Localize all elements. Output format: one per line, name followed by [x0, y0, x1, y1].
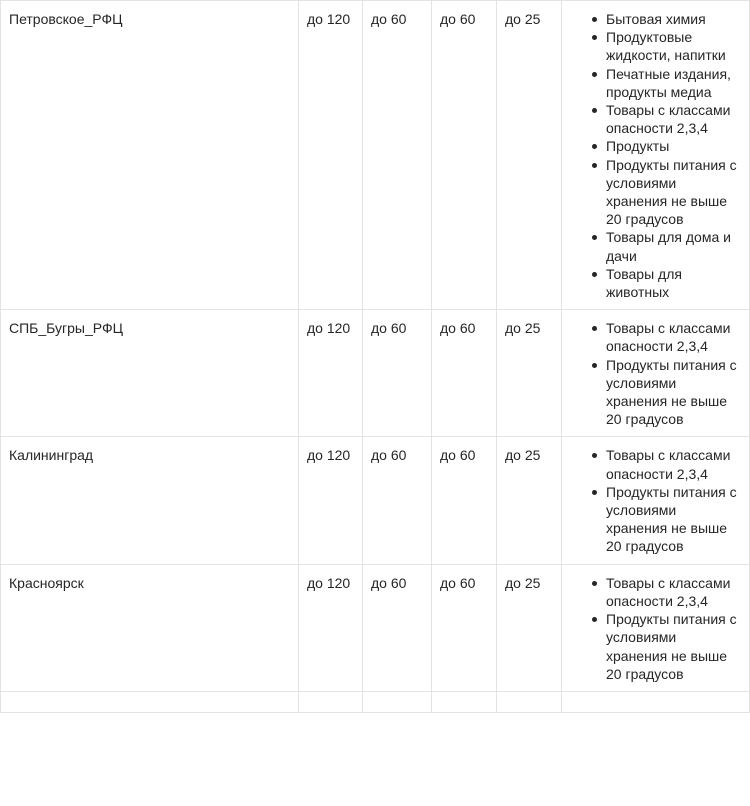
categories-cell	[562, 564, 750, 691]
list-item: Товары для дома и дачи	[606, 228, 741, 264]
limit-value-2: до 60	[363, 437, 432, 564]
list-item: Бытовая химия	[606, 10, 741, 28]
limit-value-4: до 25	[497, 564, 562, 691]
categories-cell	[562, 437, 750, 564]
limit-value-1: до 120	[299, 564, 363, 691]
empty-cell	[1, 691, 299, 712]
warehouse-name: Петровское_РФЦ	[1, 1, 299, 310]
list-item: Продукты питания с условиями хранения не выше 20 градусов	[606, 356, 741, 429]
warehouse-name: СПБ_Бугры_РФЦ	[1, 310, 299, 437]
limit-value-1: до 120	[299, 1, 363, 310]
limit-value-3: до 60	[432, 1, 497, 310]
limit-value-2: до 60	[363, 1, 432, 310]
list-item: Продуктовые жидкости, напитки	[606, 28, 741, 64]
category-list	[570, 10, 741, 301]
list-item: Товары с классами опасности 2,3,4	[606, 319, 741, 355]
list-item: Товары для животных	[606, 265, 741, 301]
list-item: Продукты питания с условиями хранения не выше 20 градусов	[606, 483, 741, 556]
empty-cell	[299, 691, 363, 712]
limit-value-4: до 25	[497, 310, 562, 437]
empty-cell	[497, 691, 562, 712]
table-row	[1, 310, 750, 437]
limit-value-4: до 25	[497, 437, 562, 564]
list-item: Товары с классами опасности 2,3,4	[606, 446, 741, 482]
categories-cell	[562, 310, 750, 437]
list-item: Товары с классами опасности 2,3,4	[606, 101, 741, 137]
limit-value-1: до 120	[299, 310, 363, 437]
list-item: Печатные издания, продукты медиа	[606, 65, 741, 101]
limit-value-4: до 25	[497, 1, 562, 310]
list-item: Продукты питания с условиями хранения не выше 20 градусов	[606, 156, 741, 229]
category-list	[570, 574, 741, 683]
table-row	[1, 437, 750, 564]
empty-cell	[363, 691, 432, 712]
table-row	[1, 564, 750, 691]
limit-value-2: до 60	[363, 310, 432, 437]
list-item: Продукты	[606, 137, 741, 155]
limit-value-2: до 60	[363, 564, 432, 691]
table-row	[1, 1, 750, 310]
category-list	[570, 446, 741, 555]
list-item: Товары с классами опасности 2,3,4	[606, 574, 741, 610]
empty-cell	[562, 691, 750, 712]
warehouse-name: Калининград	[1, 437, 299, 564]
limit-value-3: до 60	[432, 437, 497, 564]
limit-value-1: до 120	[299, 437, 363, 564]
empty-cell	[432, 691, 497, 712]
categories-cell	[562, 1, 750, 310]
table-row-partial	[1, 691, 750, 712]
limit-value-3: до 60	[432, 564, 497, 691]
list-item: Продукты питания с условиями хранения не выше 20 градусов	[606, 610, 741, 683]
category-list	[570, 319, 741, 428]
limit-value-3: до 60	[432, 310, 497, 437]
warehouse-name: Красноярск	[1, 564, 299, 691]
